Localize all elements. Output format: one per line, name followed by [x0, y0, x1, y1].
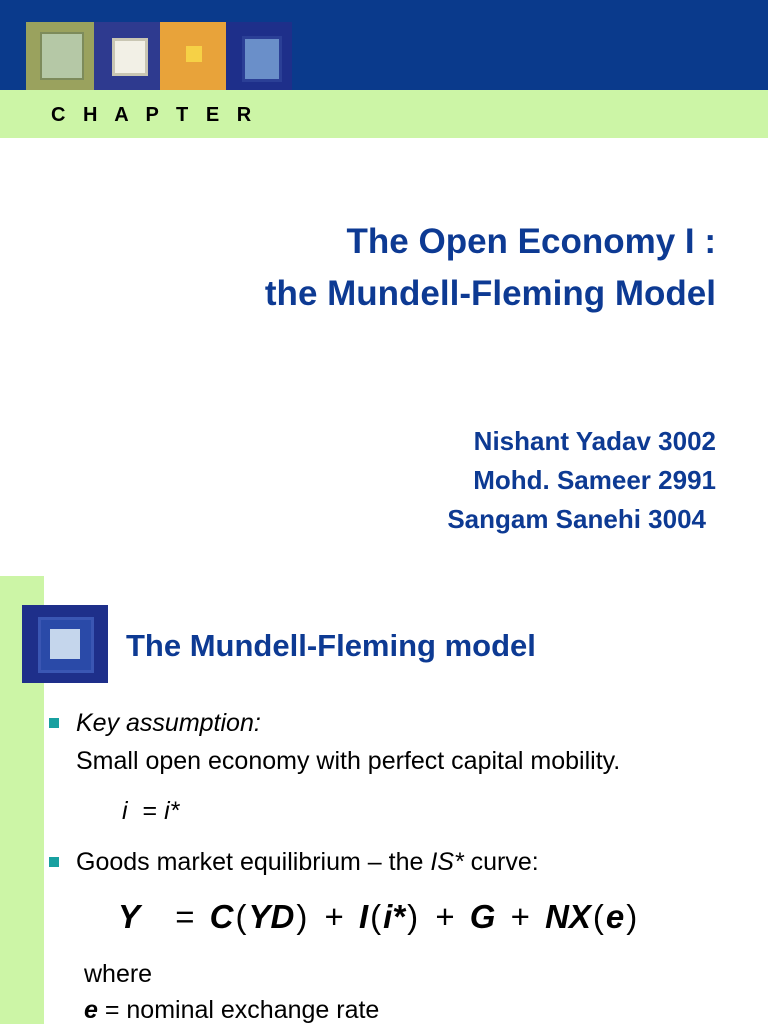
eq-YD: YD	[248, 898, 295, 935]
bullet2-prefix: Goods market equilibrium – the	[76, 848, 431, 876]
title-line-1: The Open Economy I :	[346, 222, 716, 261]
bullet2-curve: IS*	[430, 848, 464, 876]
green-square-thumbnail	[26, 22, 94, 90]
eq-istar: i*	[383, 898, 406, 935]
where-label: where	[84, 960, 153, 988]
eq-plus2: +	[435, 898, 455, 935]
eq-lp1: (	[235, 898, 247, 935]
eq-equals: =	[142, 797, 158, 825]
author-2: Mohd. Sameer 2991	[473, 465, 716, 495]
eq-rp3: )	[626, 898, 638, 935]
eq-i: i	[122, 797, 128, 825]
author-list	[196, 422, 716, 539]
author-1: Nishant Yadav 3002	[473, 426, 716, 456]
eq-plus1: +	[324, 898, 344, 935]
is-star-equation	[118, 898, 639, 936]
author-3: Sangam Sanehi 3004	[447, 504, 706, 534]
bullet-square-icon	[49, 718, 59, 728]
bullet-square-icon	[49, 857, 59, 867]
def-symbol: e	[84, 996, 98, 1024]
orange-square-thumbnail	[160, 22, 226, 90]
eq-C: C	[209, 898, 234, 935]
eq-NX: NX	[545, 898, 591, 935]
slide-title	[76, 216, 716, 320]
header-bar	[0, 0, 768, 90]
def-text: = nominal exchange rate	[97, 996, 380, 1024]
bullet2-text	[76, 848, 539, 877]
eq-rp1: )	[296, 898, 308, 935]
eq-I: I	[358, 898, 369, 935]
slide2-title: The Mundell-Fleming model	[126, 628, 536, 663]
eq-lp2: (	[370, 898, 382, 935]
eq-plus3: +	[510, 898, 530, 935]
eq-lp3: (	[592, 898, 604, 935]
header-thumbnails	[26, 22, 292, 90]
chapter-label: C H A P T E R	[51, 104, 258, 126]
exchange-rate-definition	[84, 996, 379, 1025]
eq-eq: =	[175, 898, 195, 935]
bullet2-suffix: curve:	[463, 848, 539, 876]
title-line-2: the Mundell-Fleming Model	[264, 274, 716, 313]
white-square-thumbnail	[94, 22, 160, 90]
eq-i-star: i*	[164, 797, 180, 825]
eq-rp2: )	[407, 898, 419, 935]
bullet1-label: Key assumption:	[76, 709, 261, 737]
slide2-square-icon	[22, 605, 108, 683]
blue-square-thumbnail	[226, 22, 292, 90]
eq-e: e	[605, 898, 625, 935]
bullet1-text: Small open economy with perfect capital mobility.	[76, 747, 621, 775]
eq-Y: Y	[118, 898, 141, 935]
eq-G: G	[469, 898, 496, 935]
interest-parity-equation	[122, 797, 179, 826]
